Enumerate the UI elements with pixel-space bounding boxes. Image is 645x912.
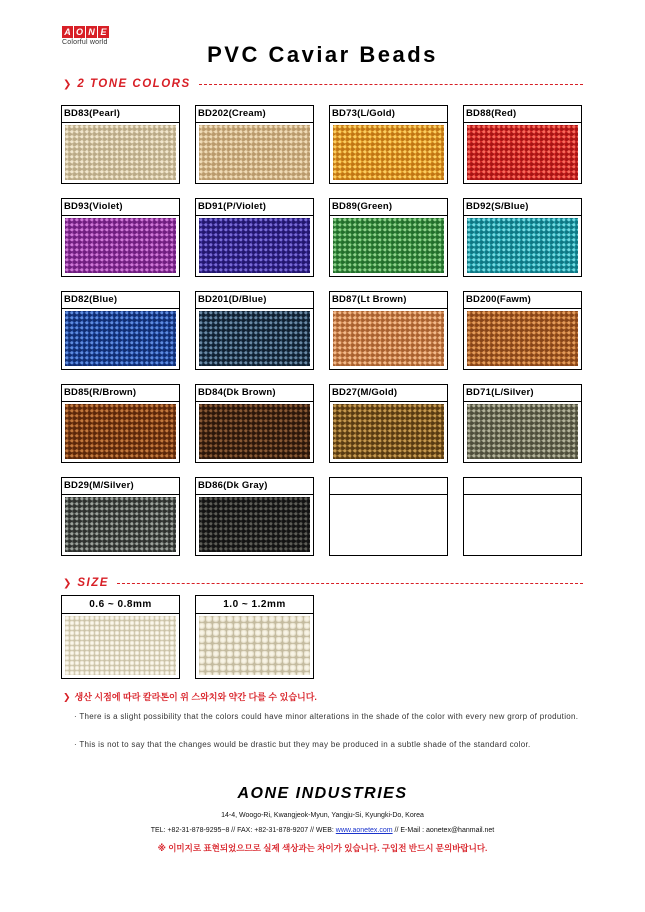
bead-swatch-image — [467, 311, 578, 366]
chevron-right-icon: ❯ — [63, 692, 71, 702]
color-swatch-card — [329, 384, 448, 463]
logo-letter: O — [75, 27, 83, 37]
swatch-label: BD27(M/Gold) — [330, 385, 447, 402]
chevron-right-icon: ❯ — [63, 78, 72, 90]
empty-swatch-card — [329, 477, 448, 556]
company-address: 14-4, Woogo-Ri, Kwangjeok-Myun, Yangju-Si, Kyungki-Do, Korea — [221, 812, 424, 819]
size-label: 0.6 ~ 0.8mm — [62, 596, 179, 614]
bead-size-swatch-image — [65, 616, 176, 675]
swatch-label: BD84(Dk Brown) — [196, 385, 313, 402]
color-variation-note-1: · There is a slight possibility that the colors could have minor alterations in the shade of the color with every new grorp of prodution. — [74, 712, 579, 721]
color-swatch-card — [61, 384, 180, 463]
section-header-two-tone — [63, 77, 583, 91]
color-swatch-card — [195, 384, 314, 463]
swatch-label: BD88(Red) — [464, 106, 581, 123]
contact-email: // E-Mail : aonetex@hanmail.net — [392, 827, 495, 834]
swatch-label — [464, 478, 581, 495]
swatch-label: BD83(Pearl) — [62, 106, 179, 123]
swatch-label: BD200(Fawm) — [464, 292, 581, 309]
color-swatch-card — [195, 198, 314, 277]
logo-letter: E — [98, 26, 109, 38]
swatch-label: BD92(S/Blue) — [464, 199, 581, 216]
swatch-label: BD71(L/Silver) — [464, 385, 581, 402]
company-name: AONE INDUSTRIES — [237, 785, 408, 802]
bead-size-swatch-image — [199, 616, 310, 675]
swatch-label: BD91(P/Violet) — [196, 199, 313, 216]
swatch-label: BD202(Cream) — [196, 106, 313, 123]
bead-swatch-image — [467, 218, 578, 273]
size-swatch-card — [195, 595, 314, 679]
section-divider — [199, 84, 583, 85]
section-label: SIZE — [77, 577, 109, 589]
color-swatch-card — [195, 291, 314, 370]
bead-swatch-image — [467, 125, 578, 180]
color-swatch-card — [195, 477, 314, 556]
color-swatch-card — [329, 291, 448, 370]
empty-swatch-card — [463, 477, 582, 556]
bead-swatch-image — [333, 125, 444, 180]
swatch-label: BD82(Blue) — [62, 292, 179, 309]
company-contact — [0, 827, 645, 834]
bead-swatch-image — [467, 404, 578, 459]
color-swatch-card — [463, 291, 582, 370]
swatch-label: BD29(M/Silver) — [62, 478, 179, 495]
swatch-label: BD89(Green) — [330, 199, 447, 216]
section-header-size — [63, 576, 583, 590]
bead-swatch-image — [199, 218, 310, 273]
website-link[interactable]: www.aonetex.com — [335, 827, 393, 834]
color-swatch-card — [61, 291, 180, 370]
bead-swatch-image — [65, 311, 176, 366]
color-swatch-card — [61, 105, 180, 184]
section-label: 2 TONE COLORS — [77, 78, 191, 90]
size-label: 1.0 ~ 1.2mm — [196, 596, 313, 614]
swatch-label: BD201(D/Blue) — [196, 292, 313, 309]
size-swatch-card — [61, 595, 180, 679]
logo-letter: A — [62, 26, 73, 38]
section-divider — [117, 583, 583, 584]
bead-swatch-image — [65, 497, 176, 552]
bead-swatch-image — [199, 311, 310, 366]
bead-swatch-image — [199, 497, 310, 552]
bead-swatch-image — [199, 404, 310, 459]
page-title: PVC Caviar Beads — [207, 42, 438, 67]
swatch-label: BD86(Dk Gray) — [196, 478, 313, 495]
color-swatch-card — [329, 198, 448, 277]
bead-swatch-image — [65, 404, 176, 459]
logo-tagline: Colorful world — [62, 39, 108, 46]
chevron-right-icon: ❯ — [63, 577, 72, 589]
bead-swatch-image — [333, 311, 444, 366]
color-variation-note-korean — [63, 690, 317, 703]
bead-swatch-image — [333, 218, 444, 273]
color-swatch-card — [329, 105, 448, 184]
contact-tel-fax: TEL: +82-31-878-9295~8 // FAX: +82-31-878-9207 // WEB: — [150, 827, 334, 834]
color-swatch-card — [463, 105, 582, 184]
bead-swatch-image — [333, 404, 444, 459]
swatch-label — [330, 478, 447, 495]
swatch-label: BD93(Violet) — [62, 199, 179, 216]
bead-swatch-image — [199, 125, 310, 180]
swatch-label: BD85(R/Brown) — [62, 385, 179, 402]
logo-letter: N — [86, 26, 97, 38]
color-swatch-card — [195, 105, 314, 184]
color-swatch-card — [61, 198, 180, 277]
color-swatch-card — [463, 384, 582, 463]
swatch-label: BD87(Lt Brown) — [330, 292, 447, 309]
color-swatch-card — [463, 198, 582, 277]
swatch-label: BD73(L/Gold) — [330, 106, 447, 123]
bead-swatch-image — [65, 125, 176, 180]
note-text: 생산 시점에 따라 칼라톤이 위 스와치와 약간 다를 수 있습니다. — [74, 692, 317, 702]
image-disclaimer: ※ 이미지로 표현되었으므로 실제 색상과는 차이가 있습니다. 구입전 반드시 문의바랍니다. — [157, 843, 488, 853]
color-variation-note-2: · This is not to say that the changes would be drastic but they may be produced in a subtle shade of the standard color. — [74, 740, 531, 749]
color-swatch-card — [61, 477, 180, 556]
bead-swatch-image — [65, 218, 176, 273]
logo-mark — [62, 26, 109, 38]
